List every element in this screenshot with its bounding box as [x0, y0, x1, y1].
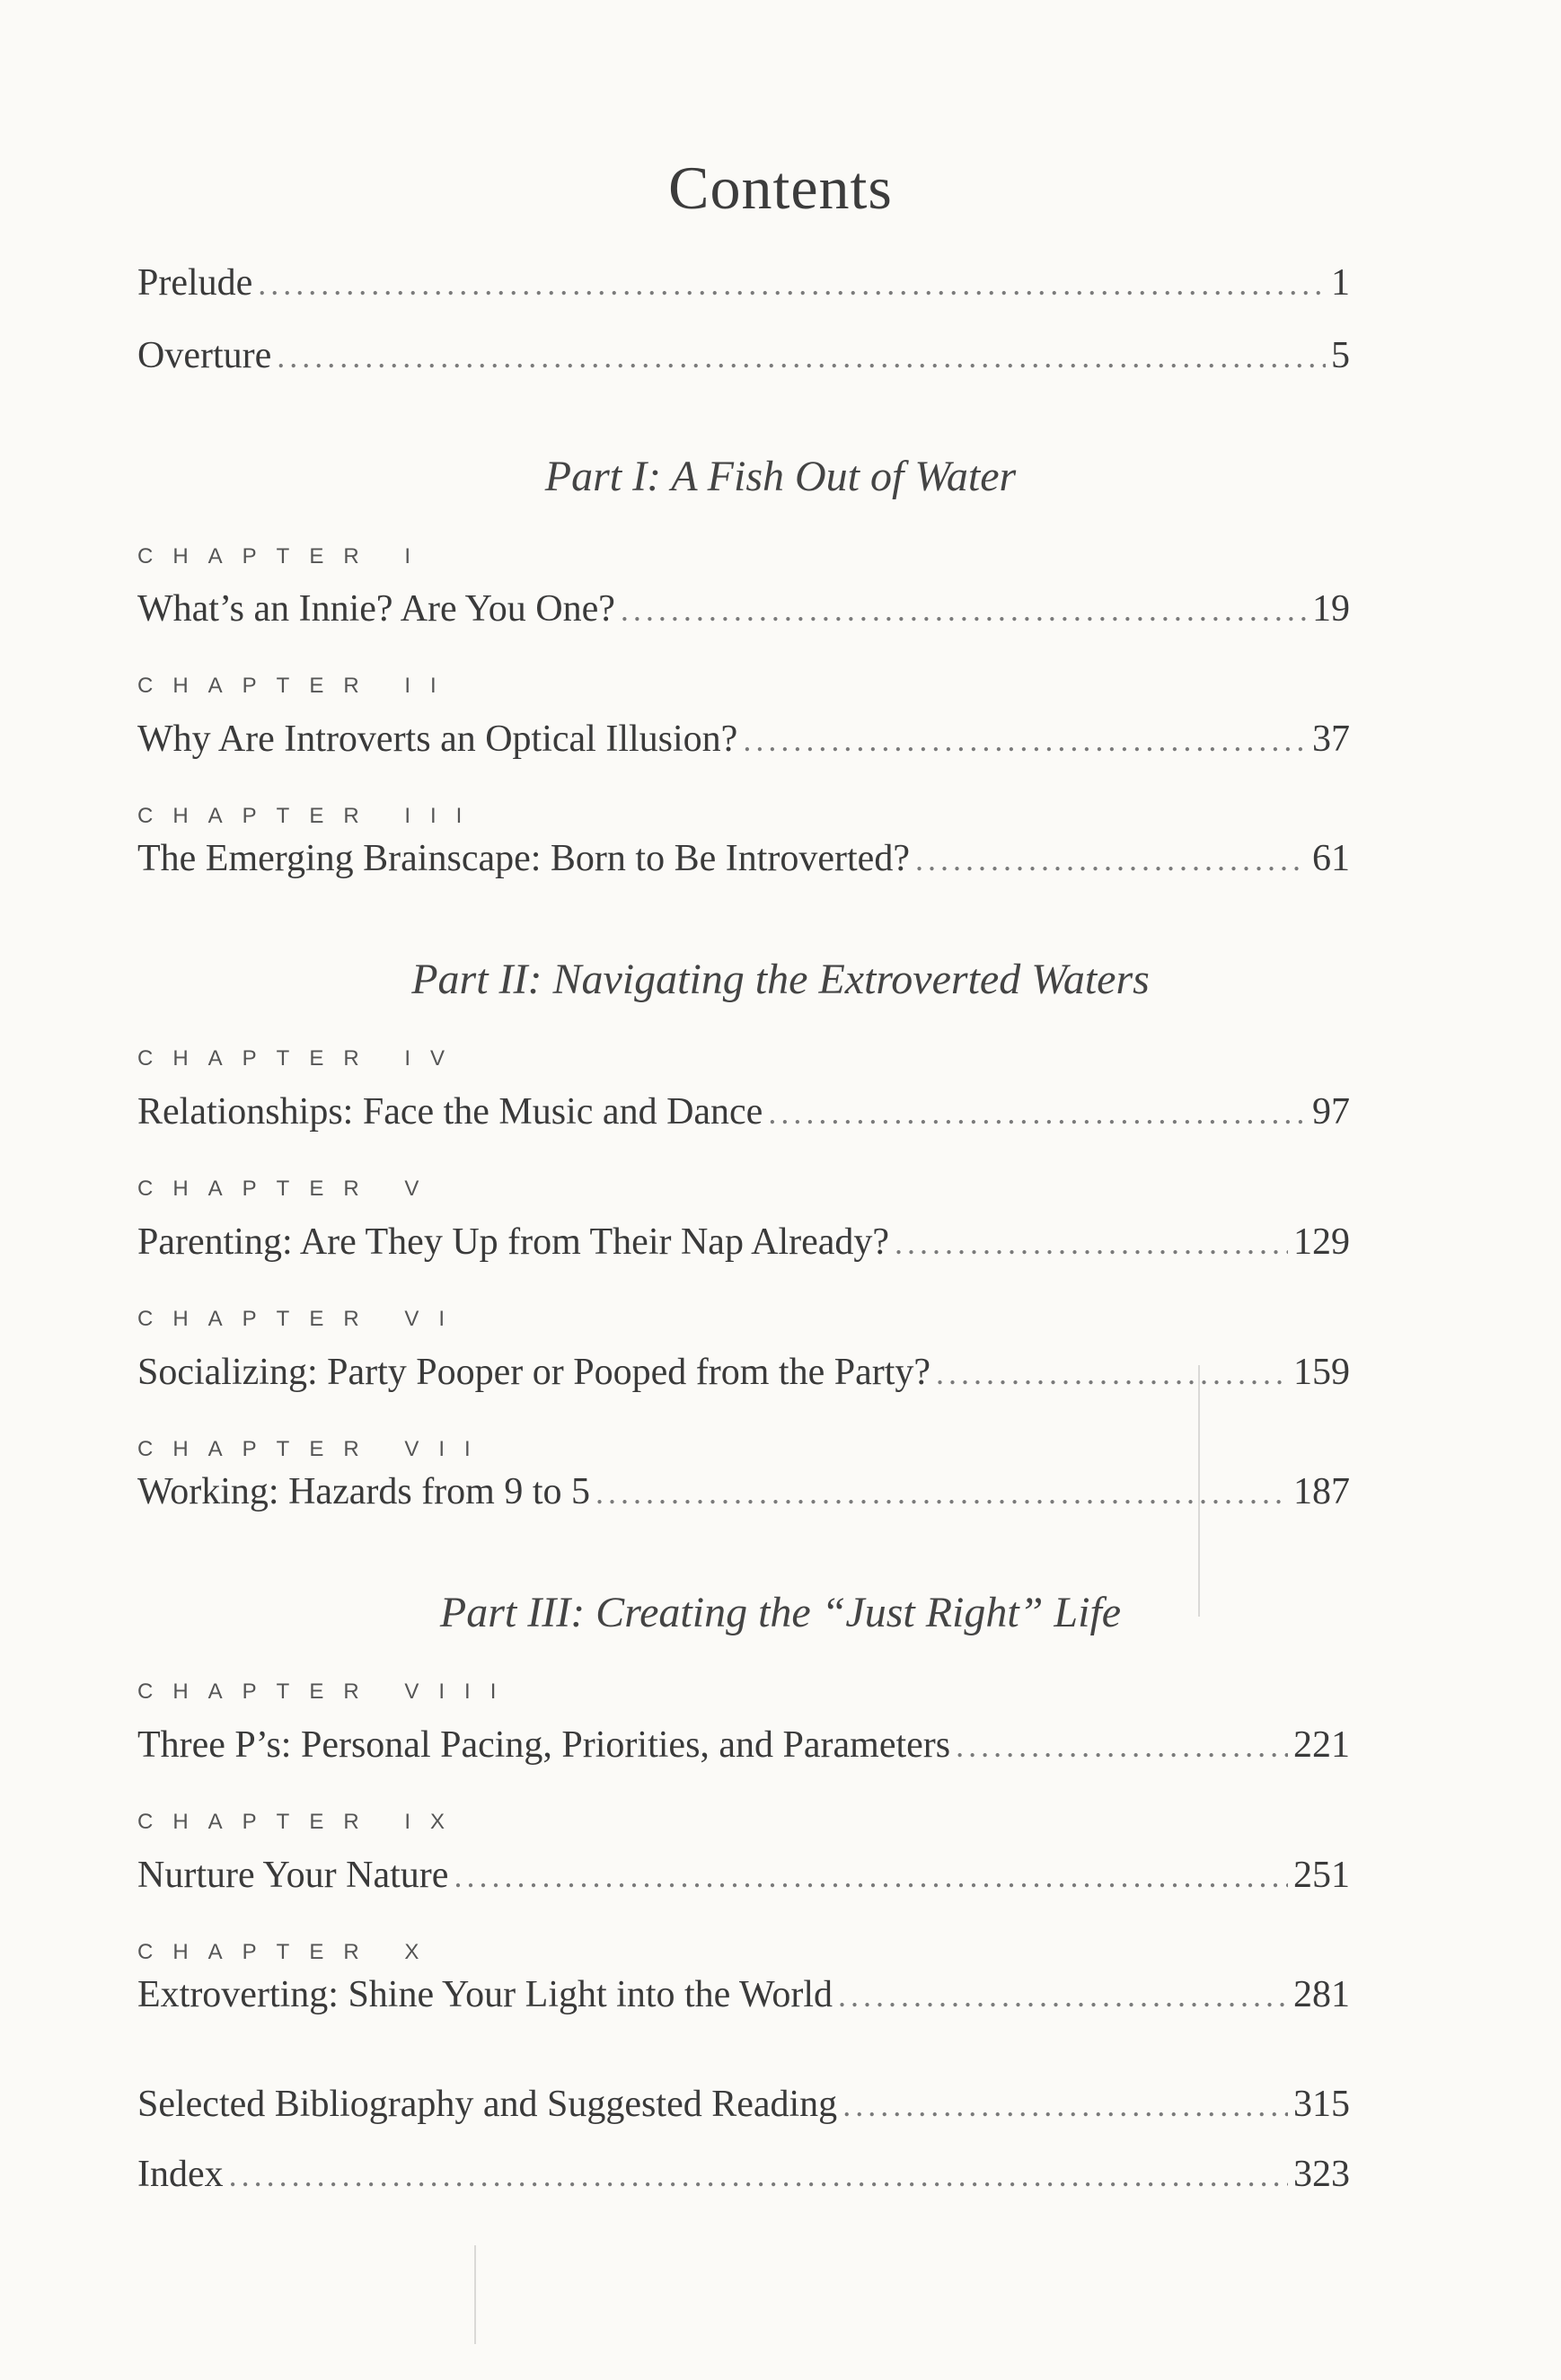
part-heading-1: Part I: A Fish Out of Water	[544, 453, 1017, 500]
dot-leader	[915, 842, 1307, 878]
dot-leader	[277, 339, 1326, 375]
toc-entry-page: 159	[1293, 1352, 1350, 1393]
toc-entry-page: 221	[1293, 1724, 1350, 1766]
dot-leader	[743, 723, 1307, 759]
toc-entry-chapter-2[interactable]	[137, 718, 1350, 760]
chapter-label: CHAPTER VI	[137, 1307, 465, 1331]
chapter-label: CHAPTER IX	[137, 1810, 465, 1834]
toc-entry-prelude[interactable]	[137, 262, 1350, 304]
toc-entry-chapter-10[interactable]	[137, 1974, 1350, 2015]
toc-entry-title: Prelude	[137, 262, 253, 304]
dot-leader	[621, 593, 1307, 629]
dot-leader	[229, 2158, 1288, 2194]
toc-entry-page: 315	[1293, 2084, 1350, 2125]
toc-entry-title: Parenting: Are They Up from Their Nap Already?	[137, 1221, 890, 1263]
toc-entry-chapter-1[interactable]	[137, 588, 1350, 630]
toc-entry-page: 61	[1312, 838, 1350, 879]
toc-entry-page: 187	[1293, 1471, 1350, 1512]
part-heading-2: Part II: Navigating the Extroverted Waters	[411, 956, 1150, 1003]
dot-leader	[595, 1476, 1288, 1512]
toc-entry-title: Extroverting: Shine Your Light into the World	[137, 1974, 833, 2015]
toc-entry-chapter-4[interactable]	[137, 1091, 1350, 1133]
toc-entry-title: Working: Hazards from 9 to 5	[137, 1471, 590, 1512]
toc-entry-page: 281	[1293, 1974, 1350, 2015]
chapter-label: CHAPTER VIII	[137, 1679, 516, 1704]
chapter-label: CHAPTER IV	[137, 1046, 465, 1071]
toc-entry-page: 1	[1331, 262, 1350, 304]
scan-artifact	[474, 2245, 476, 2344]
toc-entry-title: Why Are Introverts an Optical Illusion?	[137, 718, 738, 760]
chapter-label: CHAPTER VII	[137, 1437, 490, 1461]
dot-leader	[768, 1096, 1307, 1132]
toc-entry-chapter-3[interactable]	[137, 838, 1350, 879]
toc-entry-page: 97	[1312, 1091, 1350, 1133]
toc-entry-page: 251	[1293, 1855, 1350, 1896]
part-heading-3: Part III: Creating the “Just Right” Life	[439, 1589, 1122, 1636]
toc-entry-title: Index	[137, 2154, 224, 2195]
toc-entry-title: Three P’s: Personal Pacing, Priorities, and Parameters	[137, 1724, 951, 1766]
toc-entry-page: 19	[1312, 588, 1350, 630]
toc-entry-title: Selected Bibliography and Suggested Reading	[137, 2084, 838, 2125]
chapter-label: CHAPTER X	[137, 1940, 439, 1964]
toc-entry-page: 323	[1293, 2154, 1350, 2195]
toc-entry-title: Socializing: Party Pooper or Pooped from the Party?	[137, 1352, 931, 1393]
toc-entry-index[interactable]	[137, 2154, 1350, 2195]
toc-entry-title: Overture	[137, 335, 272, 376]
toc-entry-page: 37	[1312, 718, 1350, 760]
toc-entry-overture[interactable]	[137, 335, 1350, 376]
chapter-label: CHAPTER II	[137, 674, 456, 698]
toc-entry-title: Relationships: Face the Music and Dance	[137, 1091, 763, 1133]
toc-entry-bibliography[interactable]	[137, 2084, 1350, 2125]
toc-entry-chapter-9[interactable]	[137, 1855, 1350, 1896]
dot-leader	[258, 267, 1326, 303]
toc-entry-page: 129	[1293, 1221, 1350, 1263]
chapter-label: CHAPTER V	[137, 1177, 439, 1201]
page-title: Contents	[668, 154, 893, 222]
chapter-label: CHAPTER III	[137, 804, 482, 828]
scan-artifact	[1198, 1365, 1200, 1617]
dot-leader	[838, 1979, 1288, 2014]
toc-entry-chapter-5[interactable]	[137, 1221, 1350, 1263]
chapter-label: CHAPTER I	[137, 544, 431, 569]
toc-entry-title: Nurture Your Nature	[137, 1855, 449, 1896]
dot-leader	[454, 1859, 1288, 1895]
toc-entry-title: The Emerging Brainscape: Born to Be Introverted?	[137, 838, 910, 879]
dot-leader	[956, 1729, 1288, 1765]
toc-entry-chapter-6[interactable]	[137, 1352, 1350, 1393]
dot-leader	[842, 2088, 1288, 2124]
toc-entry-title: What’s an Innie? Are You One?	[137, 588, 615, 630]
toc-entry-chapter-7[interactable]	[137, 1471, 1350, 1512]
dot-leader	[936, 1356, 1288, 1392]
dot-leader	[895, 1226, 1288, 1262]
toc-entry-page: 5	[1331, 335, 1350, 376]
toc-entry-chapter-8[interactable]	[137, 1724, 1350, 1766]
